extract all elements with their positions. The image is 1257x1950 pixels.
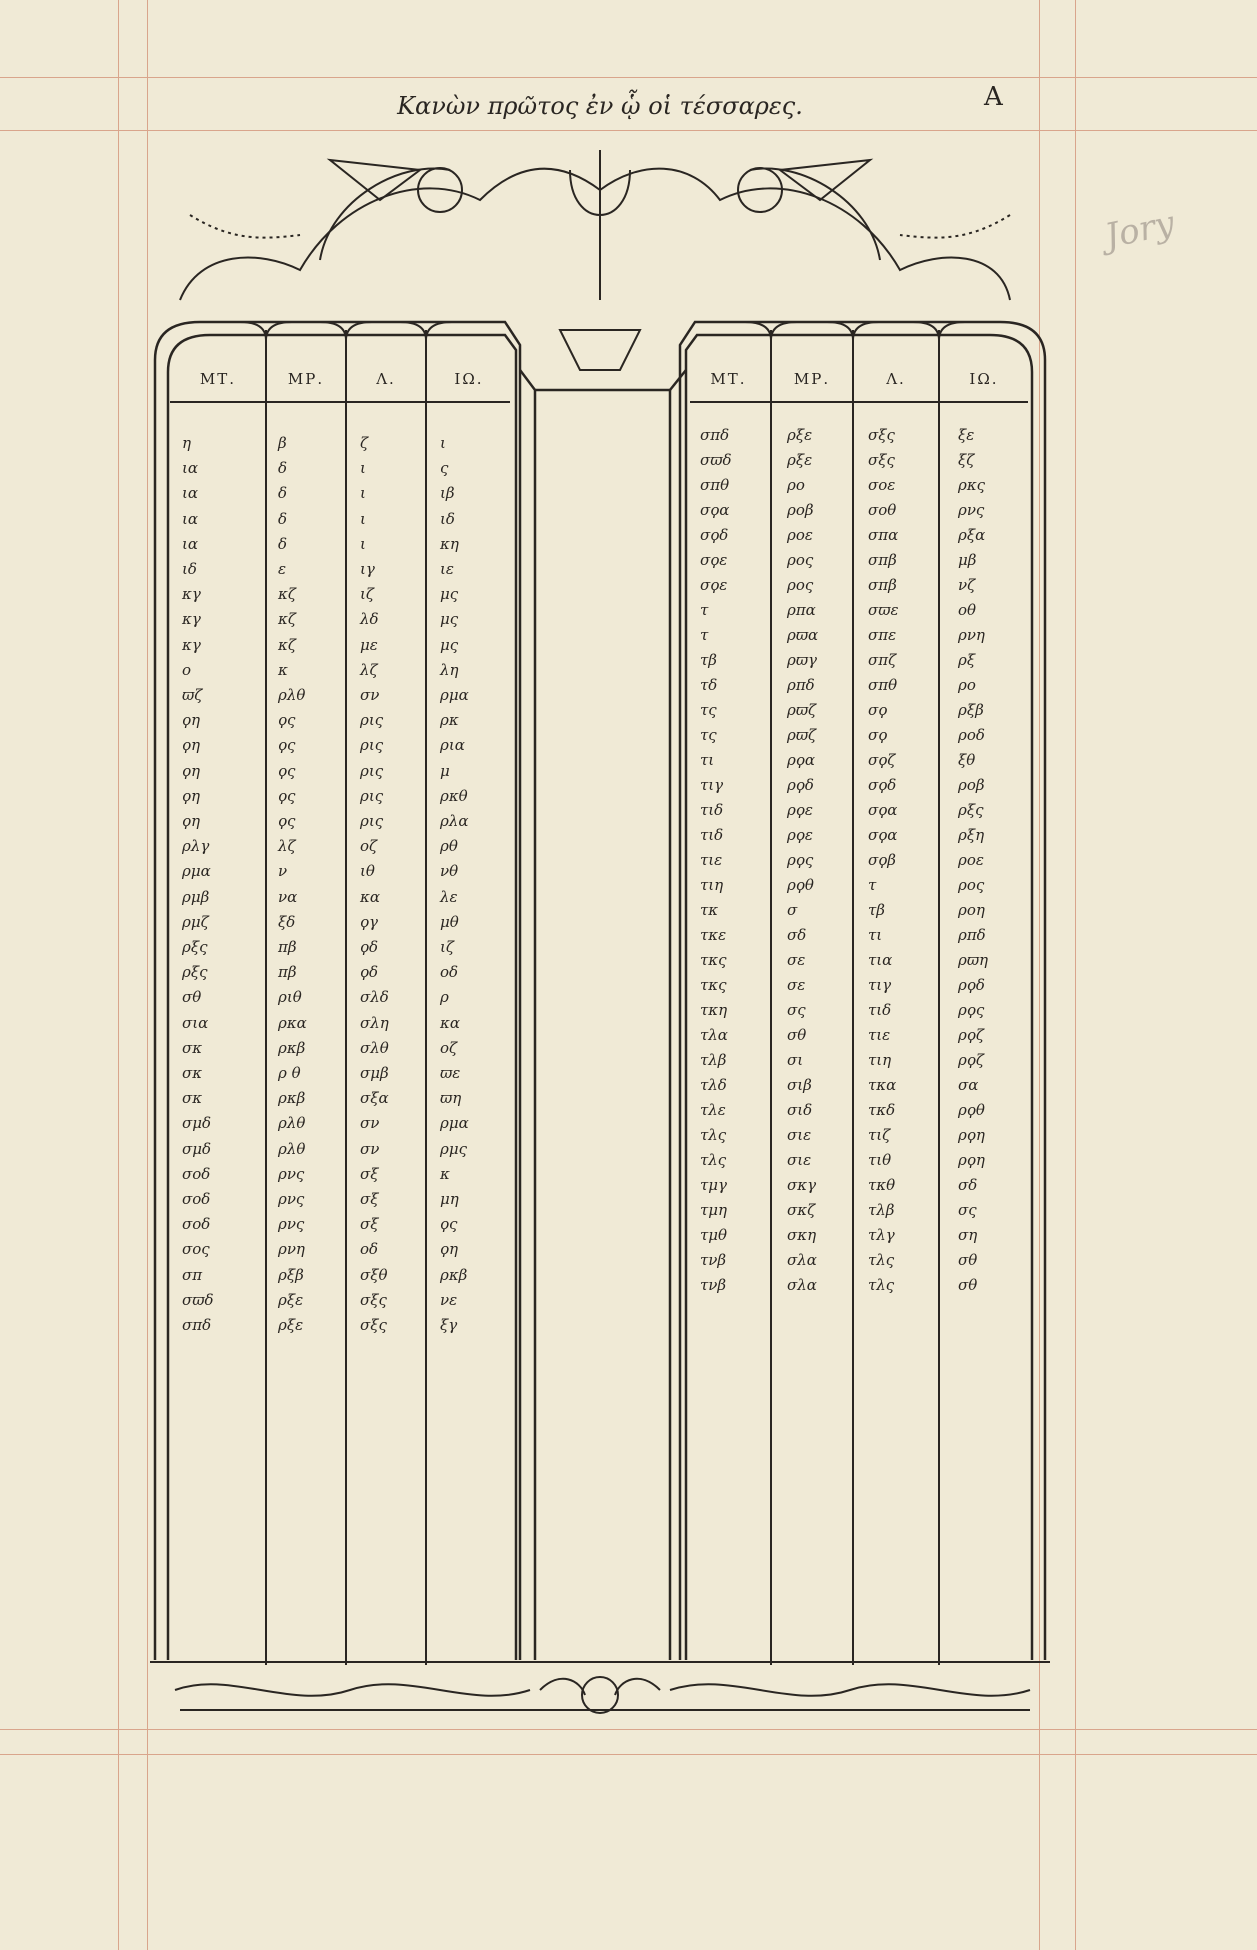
header-mt: ΜΤ. (199, 370, 237, 388)
table-cell: ρξη (958, 826, 985, 844)
table-cell: ρις (360, 786, 384, 805)
handwritten-margin-note: Jory (1101, 203, 1178, 257)
table-cell: ρϖζ (787, 701, 817, 719)
table-cell: σϙε (700, 576, 728, 594)
table-cell: ρϙδ (787, 776, 814, 794)
table-cell: τιγ (868, 976, 892, 994)
table-cell: σϙα (700, 501, 730, 519)
table-cell: ξζ (958, 451, 975, 469)
table-cell: ριθ (278, 988, 302, 1007)
table-cell: τκθ (868, 1176, 896, 1194)
table-cell: ροβ (787, 501, 814, 519)
table-cell: σν (360, 1114, 380, 1133)
table-cell: ροε (958, 851, 984, 869)
table-cell: τνβ (700, 1276, 727, 1294)
table-cell: ρια (440, 736, 465, 755)
table-cell: ρμα (440, 1114, 469, 1133)
table-cell: τιε (700, 851, 723, 869)
table-cell: ϙη (440, 1240, 459, 1259)
table-cell: σκ (182, 1064, 203, 1082)
table-cell: σϙδ (700, 526, 729, 544)
table-cell: μη (440, 1190, 459, 1208)
table-cell: σ (787, 901, 798, 919)
table-cell: τλς (868, 1251, 895, 1269)
table-cell: τκα (868, 1076, 897, 1094)
table-cell: ι (440, 434, 446, 452)
table-cell: σξς (868, 426, 895, 444)
table-cell: σμβ (360, 1064, 389, 1082)
table-cell: ρϙθ (787, 876, 814, 894)
table-cell: τι (868, 926, 883, 944)
table-cell: ρξε (787, 451, 813, 469)
table-cell: ρξ (958, 651, 976, 669)
table-cell: λζ (278, 837, 296, 856)
header-mp: ΜΡ. (793, 370, 831, 388)
table-cell: κγ (182, 585, 201, 604)
table-cell: τιδ (868, 1001, 892, 1019)
table-cell: ροδ (958, 726, 985, 744)
table-cell: κη (440, 534, 459, 553)
table-cell: ρκβ (278, 1089, 306, 1108)
table-cell: σλα (787, 1276, 817, 1294)
table-cell: λζ (360, 660, 378, 679)
table-cell: τιζ (868, 1126, 891, 1144)
table-cell: ρο (958, 676, 976, 694)
table-cell: ρλγ (182, 837, 210, 856)
table-cell: τλς (868, 1276, 895, 1294)
table-cell: ρϙη (958, 1126, 985, 1144)
table-cell: σια (182, 1013, 209, 1032)
table-cell: σιδ (787, 1101, 813, 1119)
table-cell: ρμα (440, 686, 469, 704)
table-cell: τλβ (700, 1051, 727, 1069)
table-cell: ϙς (278, 736, 296, 755)
table-cell: ρνς (278, 1190, 305, 1208)
table-cell: πβ (278, 938, 297, 956)
table-cell: τλβ (868, 1201, 895, 1219)
table-cell: τλγ (868, 1226, 895, 1244)
table-cell: ν (278, 862, 288, 881)
table-cell: ρξς (182, 963, 208, 982)
table-cell: σδ (787, 926, 807, 944)
table-cell: τκς (700, 976, 727, 994)
table-cell: ϙη (182, 812, 201, 830)
table-cell: ε (278, 560, 287, 578)
table-cell: ι (360, 534, 366, 553)
table-cell: με (360, 635, 378, 654)
table-cell: τβ (700, 651, 717, 669)
table-cell: νθ (440, 862, 459, 881)
table-cell: σπβ (868, 551, 897, 569)
page-title: Κανὼν πρῶτος ἐν ᾧ οἱ τέσσαρες. (397, 92, 803, 120)
table-cell: ρις (360, 761, 384, 780)
table-cell: ϙς (278, 812, 296, 830)
table-cell: σπε (868, 626, 897, 644)
table-cell: τιθ (868, 1151, 892, 1169)
table-cell: ρϙε (787, 801, 813, 819)
table-cell: μς (440, 635, 459, 654)
table-cell: ιβ (440, 484, 455, 503)
header-io: ΙΩ. (454, 370, 484, 388)
table-cell: ρξβ (958, 701, 984, 719)
table-cell: σκ (182, 1038, 203, 1057)
table-cell: σξ (360, 1190, 379, 1208)
table-cell: ρξς (182, 938, 208, 956)
table-cell: ρϖη (958, 951, 989, 969)
table-cell: ιζ (360, 585, 375, 604)
top-ornament-icon (180, 150, 1010, 370)
table-cell: σοδ (182, 1215, 211, 1234)
table-cell: ϙη (182, 711, 201, 730)
table-cell: τιδ (700, 826, 724, 844)
table-cell: ρ θ (278, 1064, 301, 1082)
table-cell: τμθ (700, 1226, 728, 1244)
table-cell: σκζ (787, 1201, 816, 1219)
table-cell: σπα (868, 526, 899, 544)
table-cell: ρις (360, 736, 384, 755)
table-cell: σκ (182, 1089, 203, 1108)
table-cell: δ (278, 509, 288, 528)
table-cell: σϙε (700, 551, 728, 569)
table-cell: τκ (700, 901, 719, 919)
table-cell: σοδ (182, 1190, 211, 1208)
table-cell: σϙα (868, 826, 898, 844)
table-cell: ρμζ (182, 912, 209, 931)
table-cell: ρ (440, 988, 449, 1007)
table-cell: ροβ (958, 776, 985, 794)
table-cell: τκη (700, 1001, 728, 1019)
table-cell: τκς (700, 951, 727, 969)
table-cell: τ (868, 876, 877, 894)
table-cell: η (182, 434, 191, 452)
table-cell: ρμβ (182, 887, 210, 906)
table-cell: σκγ (787, 1176, 817, 1194)
table-cell: σπδ (182, 1316, 212, 1334)
table-cell: ι (360, 459, 366, 478)
table-cell: ϙγ (360, 912, 378, 931)
table-cell: σπθ (700, 476, 730, 494)
table-cell: μβ (958, 551, 977, 569)
table-cell: λε (440, 887, 458, 906)
table-cell: σϖδ (700, 451, 732, 469)
table-cell: δ (278, 534, 288, 553)
table-cell: σϙδ (868, 776, 897, 794)
table-cell: τνβ (700, 1251, 727, 1269)
table-cell: κα (440, 1013, 460, 1032)
table-cell: τλς (700, 1151, 727, 1169)
table-cell: σν (360, 1139, 380, 1158)
table-cell: ϙς (278, 786, 296, 805)
table-cell: τλδ (700, 1076, 727, 1094)
table-cell: σϙβ (868, 851, 896, 869)
table-cell: οδ (360, 1240, 379, 1259)
table-cell: σξ (360, 1215, 379, 1234)
table-cell: ϙη (182, 786, 201, 805)
table-cell: ϙς (278, 711, 296, 730)
table-cell: σς (958, 1201, 977, 1219)
table-cell: ρο (787, 476, 805, 494)
table-cell: σϖδ (182, 1290, 214, 1309)
table-cell: ρϙη (958, 1151, 985, 1169)
table-cell: πβ (278, 963, 297, 982)
table-cell: ϙη (182, 736, 201, 755)
table-cell: ρπδ (958, 926, 986, 944)
table-cell: ρθ (440, 837, 458, 856)
table-cell: ο (182, 660, 192, 679)
table-cell: ρνη (278, 1240, 305, 1259)
table-cell: σς (787, 1001, 806, 1019)
table-cell: λδ (360, 610, 379, 629)
table-cell: ρξς (958, 801, 984, 819)
table-cell: ϖε (440, 1064, 461, 1082)
table-cell: ρμς (440, 1139, 467, 1158)
table-cell: ρκβ (440, 1265, 468, 1284)
table-cell: ι (360, 484, 366, 503)
table-cell: τλε (700, 1101, 726, 1119)
table-cell: ρνς (278, 1215, 305, 1234)
table-cell: ρκα (278, 1013, 307, 1032)
table-cell: τιη (700, 876, 724, 894)
table-cell: κ (440, 1164, 450, 1183)
table-cell: τβ (868, 901, 885, 919)
table-cell: ρνη (958, 626, 985, 644)
table-cell: τς (700, 701, 717, 719)
table-cell: ρπδ (787, 676, 815, 694)
table-cell: μ (440, 761, 450, 780)
table-cell: ξε (958, 426, 975, 444)
table-cell: κγ (182, 610, 201, 629)
table-cell: ρϙς (958, 1001, 985, 1019)
table-cell: τς (700, 726, 717, 744)
table-cell: ρνς (958, 501, 985, 519)
table-cell: να (278, 887, 298, 906)
table-cell: τιε (868, 1026, 891, 1044)
table-cell: ρος (958, 876, 985, 894)
table-cell: σϙ (868, 726, 888, 744)
table-cell: οζ (440, 1038, 458, 1057)
table-cell: δ (278, 484, 288, 503)
header-l: Λ. (376, 370, 396, 388)
table-cell: σξς (868, 451, 895, 469)
table-cell: σοε (868, 476, 896, 494)
table-cell: σα (958, 1076, 979, 1094)
table-cell: ιδ (182, 560, 197, 578)
table-cell: β (278, 434, 287, 452)
table-cell: ϙδ (360, 963, 379, 982)
table-cell: σι (787, 1051, 804, 1069)
table-cell: σπζ (868, 651, 897, 669)
table-cell: τκε (700, 926, 727, 944)
table-cell: τκδ (868, 1101, 896, 1119)
table-cell: ρλθ (278, 686, 306, 704)
table-cell: σλη (360, 1013, 389, 1032)
table-cell: σθ (958, 1276, 978, 1294)
table-cell: σθ (787, 1026, 807, 1044)
table-cell: σμδ (182, 1114, 212, 1133)
table-cell: ι (360, 509, 366, 528)
table-cell: ρϙθ (958, 1101, 985, 1119)
table-cell: οζ (360, 837, 378, 856)
table-cell: ια (182, 459, 199, 478)
table-cell: ϙς (440, 1215, 458, 1234)
table-cell: τ (700, 601, 709, 619)
table-cell: ρμα (182, 862, 211, 881)
table-cell: τλα (700, 1026, 728, 1044)
table-cell: σδ (958, 1176, 978, 1194)
table-cell: τδ (700, 676, 718, 694)
table-cell: ρος (787, 551, 814, 569)
table-cell: σξθ (360, 1265, 388, 1284)
table-cell: σϙζ (868, 751, 896, 769)
table-cell: ρϖα (787, 626, 819, 644)
table-cell: ρκς (958, 476, 986, 494)
table-cell: ρϖζ (787, 726, 817, 744)
table-cell: λη (440, 660, 459, 679)
table-cell: ια (182, 534, 199, 553)
table-cell: σξς (360, 1290, 387, 1309)
table-cell: κ (278, 660, 288, 679)
header-l: Λ. (886, 370, 906, 388)
table-cell: ιε (440, 560, 454, 578)
table-cell: ρξε (278, 1316, 304, 1334)
table-cell: σε (787, 976, 806, 994)
table-cell: ση (958, 1226, 978, 1244)
table-cell: σλα (787, 1251, 817, 1269)
table-cell: ια (182, 484, 199, 503)
header-mp: ΜΡ. (287, 370, 325, 388)
table-cell: ς (440, 459, 449, 478)
table-cell: ια (182, 509, 199, 528)
table-cell: τλς (700, 1126, 727, 1144)
table-cell: κγ (182, 635, 201, 654)
table-cell: ξθ (958, 751, 976, 769)
header-io: ΙΩ. (969, 370, 999, 388)
table-cell: ρπα (787, 601, 816, 619)
table-cell: σπ (182, 1265, 203, 1284)
table-cell: ρος (787, 576, 814, 594)
table-cell: τιδ (700, 801, 724, 819)
table-cell: σθ (182, 988, 202, 1007)
table-cell: ϙδ (360, 938, 379, 956)
table-cell: μς (440, 610, 459, 629)
table-cell: σε (787, 951, 806, 969)
table-cell: ξγ (440, 1316, 458, 1334)
table-cell: ρξβ (278, 1265, 304, 1284)
table-cell: ροε (787, 526, 813, 544)
table-cell: ιγ (360, 560, 375, 578)
table-cell: ϙη (182, 761, 201, 780)
bottom-ornament-icon (175, 1677, 1030, 1713)
table-cell: ρκθ (440, 786, 468, 805)
table-cell: τιη (868, 1051, 892, 1069)
table-cell: ρϙδ (958, 976, 985, 994)
table-cell: ρνς (278, 1164, 305, 1183)
header-mt: ΜΤ. (710, 370, 747, 388)
table-cell: ρξε (787, 426, 813, 444)
table-cell: νε (440, 1290, 458, 1309)
table-cell: ρϖγ (787, 651, 818, 669)
table-cell: ρις (360, 812, 384, 830)
table-cell: ξδ (278, 912, 296, 931)
table-cell: τ (700, 626, 709, 644)
table-cell: δ (278, 459, 288, 478)
table-cell: ρλθ (278, 1139, 306, 1158)
table-cell: κζ (278, 610, 296, 629)
table-cell: τιγ (700, 776, 724, 794)
table-cell: ρλθ (278, 1114, 306, 1133)
table-cell: σξς (360, 1316, 387, 1334)
table-cell: ϖη (440, 1089, 462, 1108)
table-cell: σμδ (182, 1139, 212, 1158)
table-cell: τμγ (700, 1176, 728, 1194)
table-cell: ρξα (958, 526, 986, 544)
table-cell: κζ (278, 585, 296, 604)
table-cell: σοθ (868, 501, 897, 519)
table-cell: σν (360, 686, 380, 704)
table-cell: σξα (360, 1089, 389, 1108)
table-cell: τια (868, 951, 893, 969)
table-cell: σλδ (360, 988, 389, 1007)
table-cell: ζ (360, 434, 369, 452)
table-cell: σϖε (868, 601, 899, 619)
table-cell: ϙς (278, 761, 296, 780)
table-cell: ρκβ (278, 1038, 306, 1057)
table-cell: τμη (700, 1201, 728, 1219)
table-cell: σος (182, 1240, 210, 1259)
table-cell: ρκ (440, 711, 459, 730)
table-cell: σλθ (360, 1038, 389, 1057)
table-cell: οδ (440, 963, 459, 982)
table-cell: σπδ (700, 426, 730, 444)
table-cell: ιθ (360, 862, 375, 881)
table-cell: νζ (958, 576, 976, 594)
table-cell: σπβ (868, 576, 897, 594)
table-cell: σϙ (868, 701, 888, 719)
table-cell: σθ (958, 1251, 978, 1269)
table-cell: σοδ (182, 1164, 211, 1183)
table-cell: ρις (360, 711, 384, 730)
table-cell: ρλα (440, 812, 469, 830)
table-cell: σξ (360, 1164, 379, 1183)
table-cell: οθ (958, 601, 977, 619)
table-cell: ρϙς (787, 851, 814, 869)
table-cell: κζ (278, 635, 296, 654)
table-cell: ρϙζ (958, 1051, 984, 1069)
table-cell: ϖζ (182, 686, 203, 704)
table-cell: ρϙζ (958, 1026, 984, 1044)
table-cell: σκη (787, 1226, 817, 1244)
table-cell: ιδ (440, 509, 455, 528)
table-cell: τι (700, 751, 715, 769)
table-cell: ρξε (278, 1290, 304, 1309)
table-cell: σιε (787, 1151, 812, 1169)
table-cell: μς (440, 585, 459, 604)
table-cell: κα (360, 887, 380, 906)
table-cell: σιε (787, 1126, 812, 1144)
signature-mark: A (984, 82, 1003, 112)
table-cell: ρϙε (787, 826, 813, 844)
table-cell: σϙα (868, 801, 898, 819)
table-cell: σιβ (787, 1076, 812, 1094)
table-cell: ροη (958, 901, 985, 919)
table-cell: μθ (440, 912, 459, 931)
table-cell: ιζ (440, 938, 455, 956)
table-cell: σπθ (868, 676, 898, 694)
table-cell: ρϙα (787, 751, 815, 769)
